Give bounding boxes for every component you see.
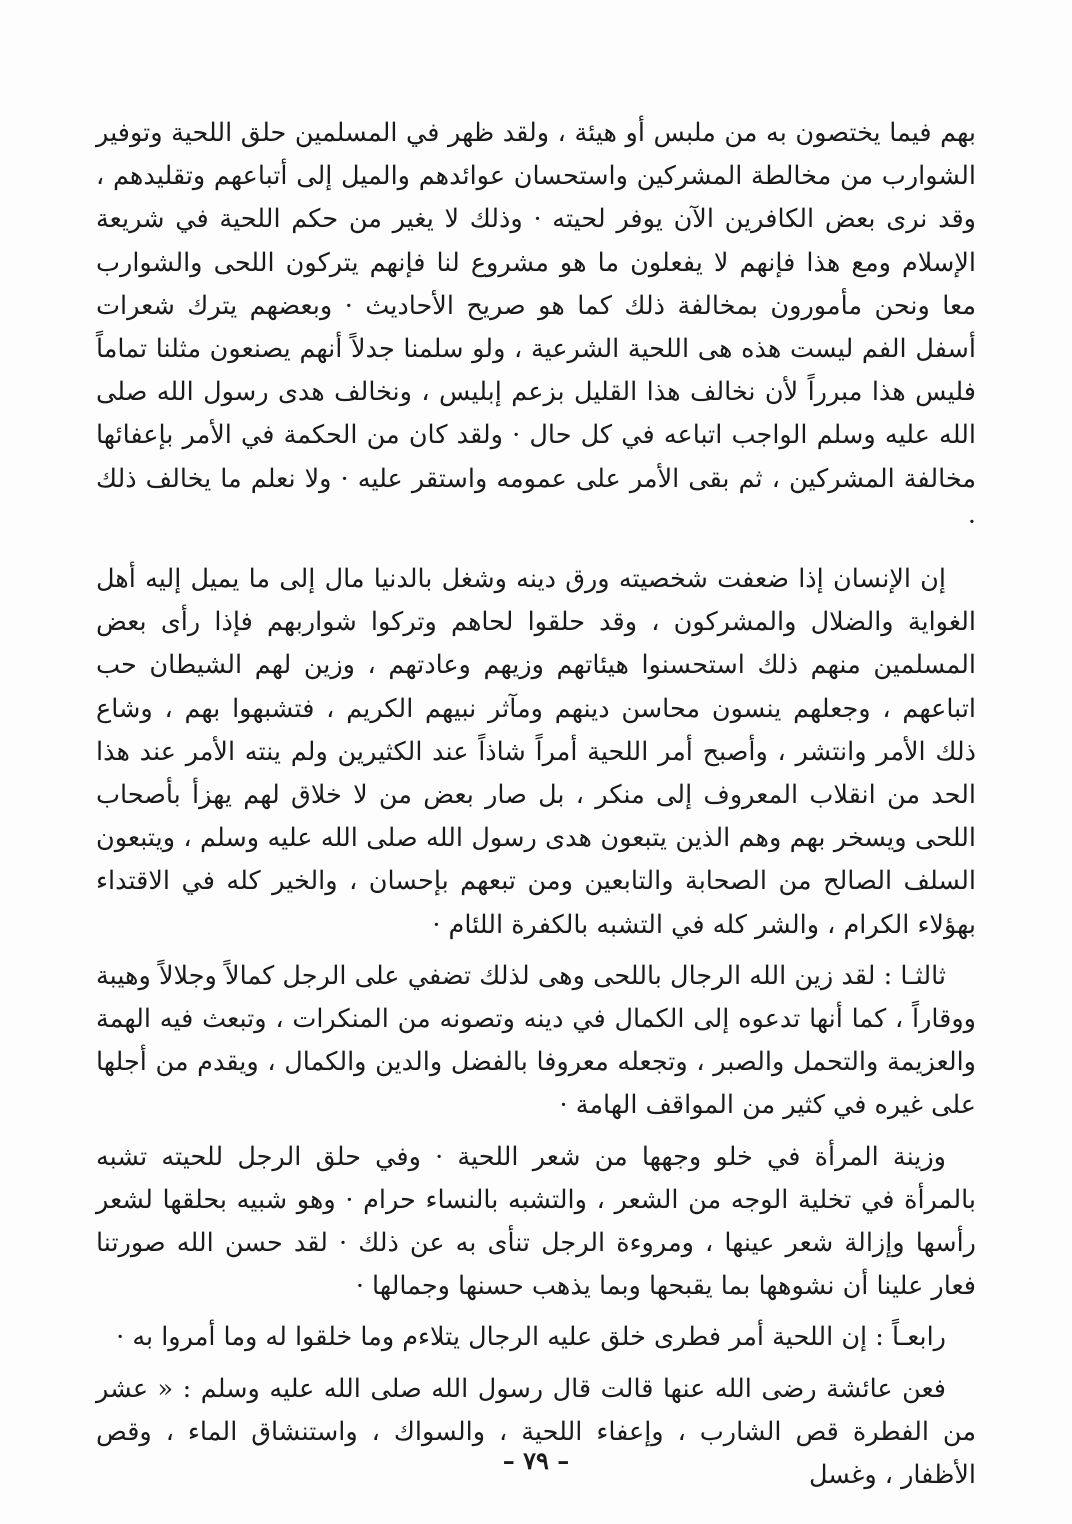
- body-text: [96, 112, 976, 1497]
- paragraph-4: وزينة المرأة في خلو وجهها من شعر اللحية · وفي حلق الرجل للحيته تشبه بالمرأة في تخلية الوجه من الشعر ، والتشبه بالنساء حرام · وهو شبيه بحلقها لشعر رأسها وإزالة شعر عينها ، ومروءة الرجل تنأى به عن ذلك · لقد حسن الله صورتنا فعار علينا أن نشوهها بما يقبحها وبما يذهب حسنها وجمالها ·: [96, 1141, 976, 1302]
- paragraph-3: ثالثـا : لقد زين الله الرجال باللحى وهى لذلك تضفي على الرجل كمالاً وجلالاً وهيبة ووقاراً ، كما أنها تدعوه إلى الكمال في دينه وتصونه من المنكرات ، وتبعث فيه الهمة والعزيمة والتحمل والصبر ، وتجعله معروفا بالفضل والدين والكمال ، ويقدم من أجلها على غيره في كثير من المواقف الهامة ·: [96, 960, 976, 1121]
- paragraph-6: فعن عائشة رضى الله عنها قالت قال رسول الله صلى الله عليه وسلم : « عشر من الفطرة قص الشارب ، وإعفاء اللحية ، والسواك ، واستنشاق الماء ، وقص الأظفار ، وغسل: [96, 1373, 976, 1491]
- paragraph-2: إن الإنسان إذا ضعفت شخصيته ورق دينه وشغل بالدنيا مال إلى ما يميل إليه أهل الغواية والضلال والمشركون ، وقد حلقوا لحاهم وتركوا شواربهم فإذا رأى بعض المسلمين منهم ذلك استحسنوا هيئاتهم وزيهم وعادتهم ، وزين لهم الشيطان حب اتباعهم ، وجعلهم ينسون محاسن دينهم ومآثر نبيهم الكريم ، فتشبهوا بهم ، وشاع ذلك الأمر وانتشر ، وأصبح أمر اللحية أمراً شاذاً عند الكثيرين ولم ينته الأمر عند هذا الحد من انقلاب المعروف إلى منكر ، بل صار بعض من لا خلاق لهم يهزأ بأصحاب اللحى ويسخر بهم وهم الذين يتبعون هدى رسول الله صلى الله عليه وسلم ، ويتبعون السلف الصالح من الصحابة والتابعين ومن تبعهم بإحسان ، والخير كله في الاقتداء بهؤلاء الكرام ، والشر كله في التشبه بالكفرة اللئام ·: [96, 564, 976, 940]
- page-number: – ٧٩ –: [502, 1446, 570, 1475]
- paragraph-5: رابعـاً : إن اللحية أمر فطرى خلق عليه الرجال يتلاءم وما خلقوا له وما أمروا به ·: [116, 1322, 946, 1353]
- paragraph-1: بهم فيما يختصون به من ملبس أو هيئة ، ولقد ظهر في المسلمين حلق اللحية وتوفير الشوارب من مخالطة المشركين واستحسان عوائدهم والميل إلى أتباعهم وتقليدهم ، وقد نرى بعض الكافرين الآن يوفر لحيته · وذلك لا يغير من حكم اللحية في شريعة الإسلام ومع هذا فإنهم لا يفعلون ما هو مشروع لنا فإنهم يتركون اللحى والشوارب معا ونحن مأمورون بمخالفة ذلك كما هو صريح الأحاديث · وبعضهم يترك شعرات أسفل الفم ليست هذه هى اللحية الشرعية ، ولو سلمنا جدلاً أنهم يصنعون مثلنا تماماً فليس هذا مبرراً لأن نخالف هذا القليل بزعم إبليس ، ونخالف هدى رسول الله صلى الله عليه وسلم الواجب اتباعه في كل حال · ولقد كان من الحكمة في الأمر بإعفائها مخالفة المشركين ، ثم بقى الأمر على عمومه واستقر عليه · ولا نعلم ما يخالف ذلك ·: [96, 118, 976, 537]
